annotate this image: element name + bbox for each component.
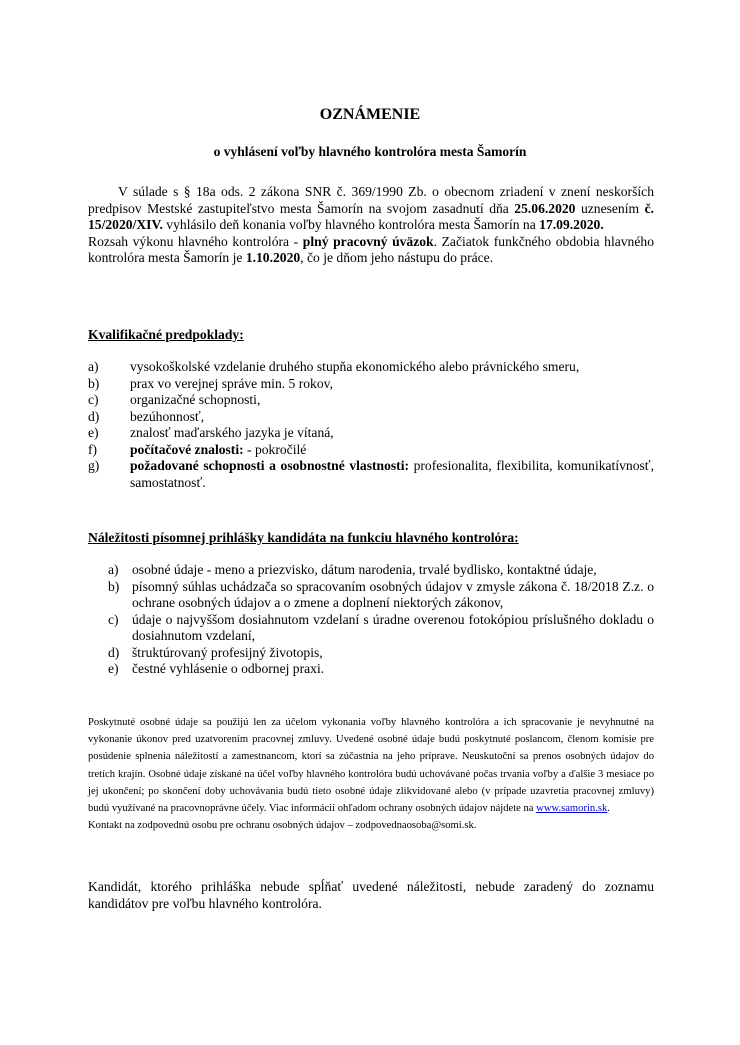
intro-section bbox=[88, 184, 654, 267]
list-item-text: organizačné schopnosti, bbox=[130, 392, 261, 407]
list-item bbox=[108, 612, 654, 645]
list-item bbox=[88, 442, 654, 459]
list-item-text: vysokoškolské vzdelanie druhého stupňa ekonomického alebo právnického smeru, bbox=[130, 359, 580, 374]
list-marker: e) bbox=[108, 661, 119, 676]
list-marker: e) bbox=[88, 425, 99, 440]
list-item bbox=[88, 359, 654, 376]
election-date: 17.09.2020. bbox=[539, 217, 604, 232]
intro-text: V súlade s § 18a ods. 2 zákona SNR č. 369/1990 Zb. o obecnom zriadení v znení neskorších predpisov Mestské zastupiteľstvo mesta Šamorín na svojom zasadnutí dňa bbox=[88, 184, 654, 216]
requirements-heading: Náležitosti písomnej prihlášky kandidáta na funkciu hlavného kontrolóra: bbox=[88, 530, 519, 545]
document-subtitle: o vyhlásení voľby hlavného kontrolóra mesta Šamorín bbox=[213, 144, 527, 159]
intro-text: , čo je dňom jeho nástupu do práce. bbox=[300, 250, 494, 265]
list-marker: a) bbox=[88, 359, 99, 374]
list-marker: d) bbox=[108, 644, 120, 660]
list-item-text: osobné údaje - meno a priezvisko, dátum narodenia, trvalé bydlisko, kontaktné údaje, bbox=[132, 562, 597, 577]
list-marker: d) bbox=[88, 408, 100, 424]
list-marker: c) bbox=[88, 392, 99, 407]
list-marker: f) bbox=[88, 441, 98, 457]
website-link[interactable]: www.samorin.sk bbox=[536, 803, 608, 815]
intro-paragraph-2 bbox=[88, 234, 654, 267]
list-item-text: štruktúrovaný profesijný životopis, bbox=[132, 644, 323, 660]
session-date: 25.06.2020 bbox=[514, 200, 576, 216]
closing-statement: Kandidát, ktorého prihláška nebude spĺňať uvedené náležitosti, nebude zaradený do zoznamu kandidátov pre voľbu hlavného kontrolóra. bbox=[88, 879, 654, 911]
list-marker: b) bbox=[108, 578, 120, 594]
list-item-label: požadované schopnosti a osobnostné vlastnosti: bbox=[130, 458, 409, 473]
notice-text: Poskytnuté osobné údaje sa použijú len za účelom vykonania voľby hlavného kontrolóra a ich spracovanie je nevyhnutné na vykonanie úkonov pred uzatvorením pracovnej zmluvy. Uvedené osobné údaje budú poskytnuté poslancom, členom komisie pre posúdenie splnenia náležitostí a zamestnancom, ktorí sa zúčastnia na jeho príprave. Neuskutoční sa prenos osobných údajov do tretích krajín. Osobné údaje získané na účel voľby hlavného kontrolóra budú uchovávané počas trvania voľby a ďalšie 3 mesiace po jej ukončení; po skončení doby uchovávania budú tieto osobné údaje zlikvidované alebo (v prípade uzavretia pracovnej zmluvy) budú využívané na pracovnoprávne účely. Viac informácií ohľadom ochrany osobných údajov nájdete na bbox=[88, 717, 654, 815]
list-marker: b) bbox=[88, 375, 100, 391]
list-item-label: počítačové znalosti: bbox=[130, 441, 244, 457]
intro-paragraph-1 bbox=[88, 184, 654, 234]
list-item bbox=[88, 425, 654, 442]
list-item-text: písomný súhlas uchádzača so spracovaním osobných údajov v zmysle zákona č. 18/2018 Z.z. o ochrane osobných údajov a o zmene a doplnení niektorých zákonov, bbox=[132, 578, 654, 610]
intro-text: Rozsah výkonu hlavného kontrolóra - bbox=[88, 233, 303, 249]
intro-text: uznesením bbox=[575, 200, 645, 216]
qualifications-heading: Kvalifikačné predpoklady: bbox=[88, 327, 244, 342]
list-item-text: prax vo verejnej správe min. 5 rokov, bbox=[130, 375, 333, 391]
list-item bbox=[88, 392, 654, 409]
term-start-date: 1.10.2020 bbox=[245, 250, 301, 265]
list-marker: a) bbox=[108, 562, 119, 577]
list-marker: c) bbox=[108, 611, 119, 627]
list-item bbox=[88, 376, 654, 393]
list-item bbox=[108, 661, 654, 678]
work-scope: plný pracovný úväzok bbox=[302, 233, 434, 249]
intro-text: . Začiatok funkčného obdobia hlavného kontrolóra mesta Šamorín je bbox=[88, 233, 654, 265]
list-item-text: profesionalita, flexibilita, komunikatívnosť, samostatnosť. bbox=[130, 458, 654, 490]
requirements-list bbox=[108, 562, 654, 678]
list-item bbox=[108, 645, 654, 662]
list-item-text: údaje o najvyššom dosiahnutom vzdelaní s úradne overenou fotokópiou príslušného dokladu o dosiahnutom vzdelaní, bbox=[132, 611, 654, 643]
list-item-text: bezúhonnosť, bbox=[130, 408, 205, 424]
notice-text: . bbox=[607, 803, 610, 815]
list-item bbox=[108, 579, 654, 612]
qualifications-list bbox=[88, 359, 654, 491]
list-item bbox=[88, 409, 654, 426]
intro-text: vyhlásilo deň konania voľby hlavného kontrolóra mesta Šamorín na bbox=[162, 217, 540, 232]
list-item bbox=[108, 562, 654, 579]
document-title: OZNÁMENIE bbox=[319, 106, 421, 123]
list-marker: g) bbox=[88, 458, 100, 473]
list-item-text: znalosť maďarského jazyka je vítaná, bbox=[130, 425, 334, 440]
contact-text: Kontakt na zodpovednú osobu pre ochranu osobných údajov – zodpovednaosoba@somi.sk. bbox=[88, 820, 477, 832]
resolution-number: č. 15/2020/XIV. bbox=[88, 200, 654, 232]
data-protection-notice bbox=[88, 714, 654, 834]
list-item bbox=[88, 458, 654, 491]
list-item-text: - pokročilé bbox=[243, 441, 307, 457]
list-item-text: čestné vyhlásenie o odbornej praxi. bbox=[132, 661, 325, 676]
